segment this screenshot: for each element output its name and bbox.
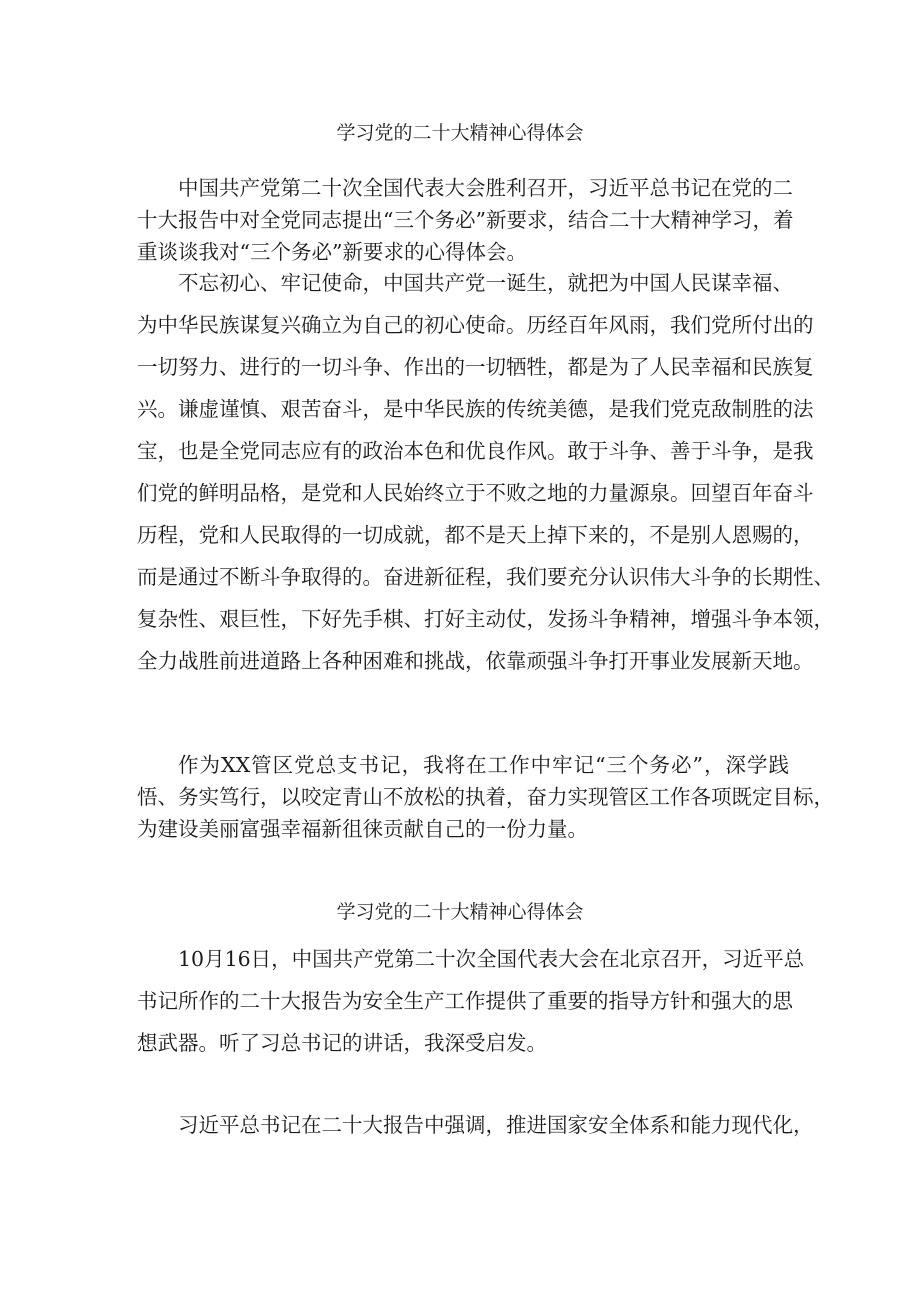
text-line: 悟、务实笃行，以咬定青山不放松的执着，奋力实现管区工作各项既定目标，: [137, 785, 834, 809]
section-2-paragraph-1: [137, 938, 805, 1064]
text-line: 而是通过不断斗争取得的。奋进新征程，我们要充分认识伟大斗争的长期性、: [137, 565, 834, 589]
section-1-title: 学习党的二十大精神心得体会: [336, 122, 584, 144]
section-2-paragraph-2: [137, 1104, 814, 1146]
text-line: 宝，也是全党同志应有的政治本色和优良作风。敢于斗争、善于斗争，是我: [137, 439, 814, 463]
text-line: 习近平总书记在二十大报告中强调，推进国家安全体系和能力现代化，: [178, 1113, 814, 1137]
text-line: 全力战胜前进道路上各种困难和挑战，依靠顽强斗争打开事业发展新天地。: [137, 649, 814, 673]
text-line: 书记所作的二十大报告为安全生产工作提供了重要的指导方针和强大的思: [137, 989, 793, 1013]
section-2-title: 学习党的二十大精神心得体会: [336, 901, 584, 923]
text-line: 作为XX管区党总支书记，我将在工作中牢记“三个务必”，深学践: [178, 753, 789, 777]
text-line: 们党的鲜明品格，是党和人民始终立于不败之地的力量源泉。回望百年奋斗: [137, 481, 814, 505]
text-line: 历程，党和人民取得的一切成就，都不是天上掉下来的，不是别人恩赐的，: [137, 523, 814, 547]
section-1-paragraph-3: [137, 749, 834, 845]
section-1-paragraph-1: [137, 172, 794, 268]
text-line: 一切努力、进行的一切斗争、作出的一切牺牲，都是为了人民幸福和民族复: [137, 355, 814, 379]
text-line: 中国共产党第二十次全国代表大会胜利召开，习近平总书记在党的二: [178, 176, 793, 200]
text-line: 为中华民族谋复兴确立为自己的初心使命。历经百年风雨，我们党所付出的: [137, 313, 814, 337]
text-line: 想武器。听了习总书记的讲话，我深受启发。: [137, 1031, 547, 1055]
text-line: 重谈谈我对“三个务必”新要求的心得体会。: [137, 240, 527, 264]
section-1-paragraph-2: [137, 262, 834, 682]
text-line: 不忘初心、牢记使命，中国共产党一诞生，就把为中国人民谋幸福、: [178, 271, 793, 295]
text-line: 复杂性、艰巨性，下好先手棋、打好主动仗，发扬斗争精神，增强斗争本领，: [137, 607, 834, 631]
text-line: 兴。谦虚谨慎、艰苦奋斗，是中华民族的传统美德，是我们党克敌制胜的法: [137, 397, 814, 421]
text-line: 十大报告中对全党同志提出“三个务必”新要求，结合二十大精神学习，着: [137, 208, 794, 232]
text-line: 10月16日，中国共产党第二十次全国代表大会在北京召开，习近平总: [178, 947, 805, 971]
text-line: 为建设美丽富强幸福新徂徕贡献自己的一份力量。: [137, 817, 588, 841]
